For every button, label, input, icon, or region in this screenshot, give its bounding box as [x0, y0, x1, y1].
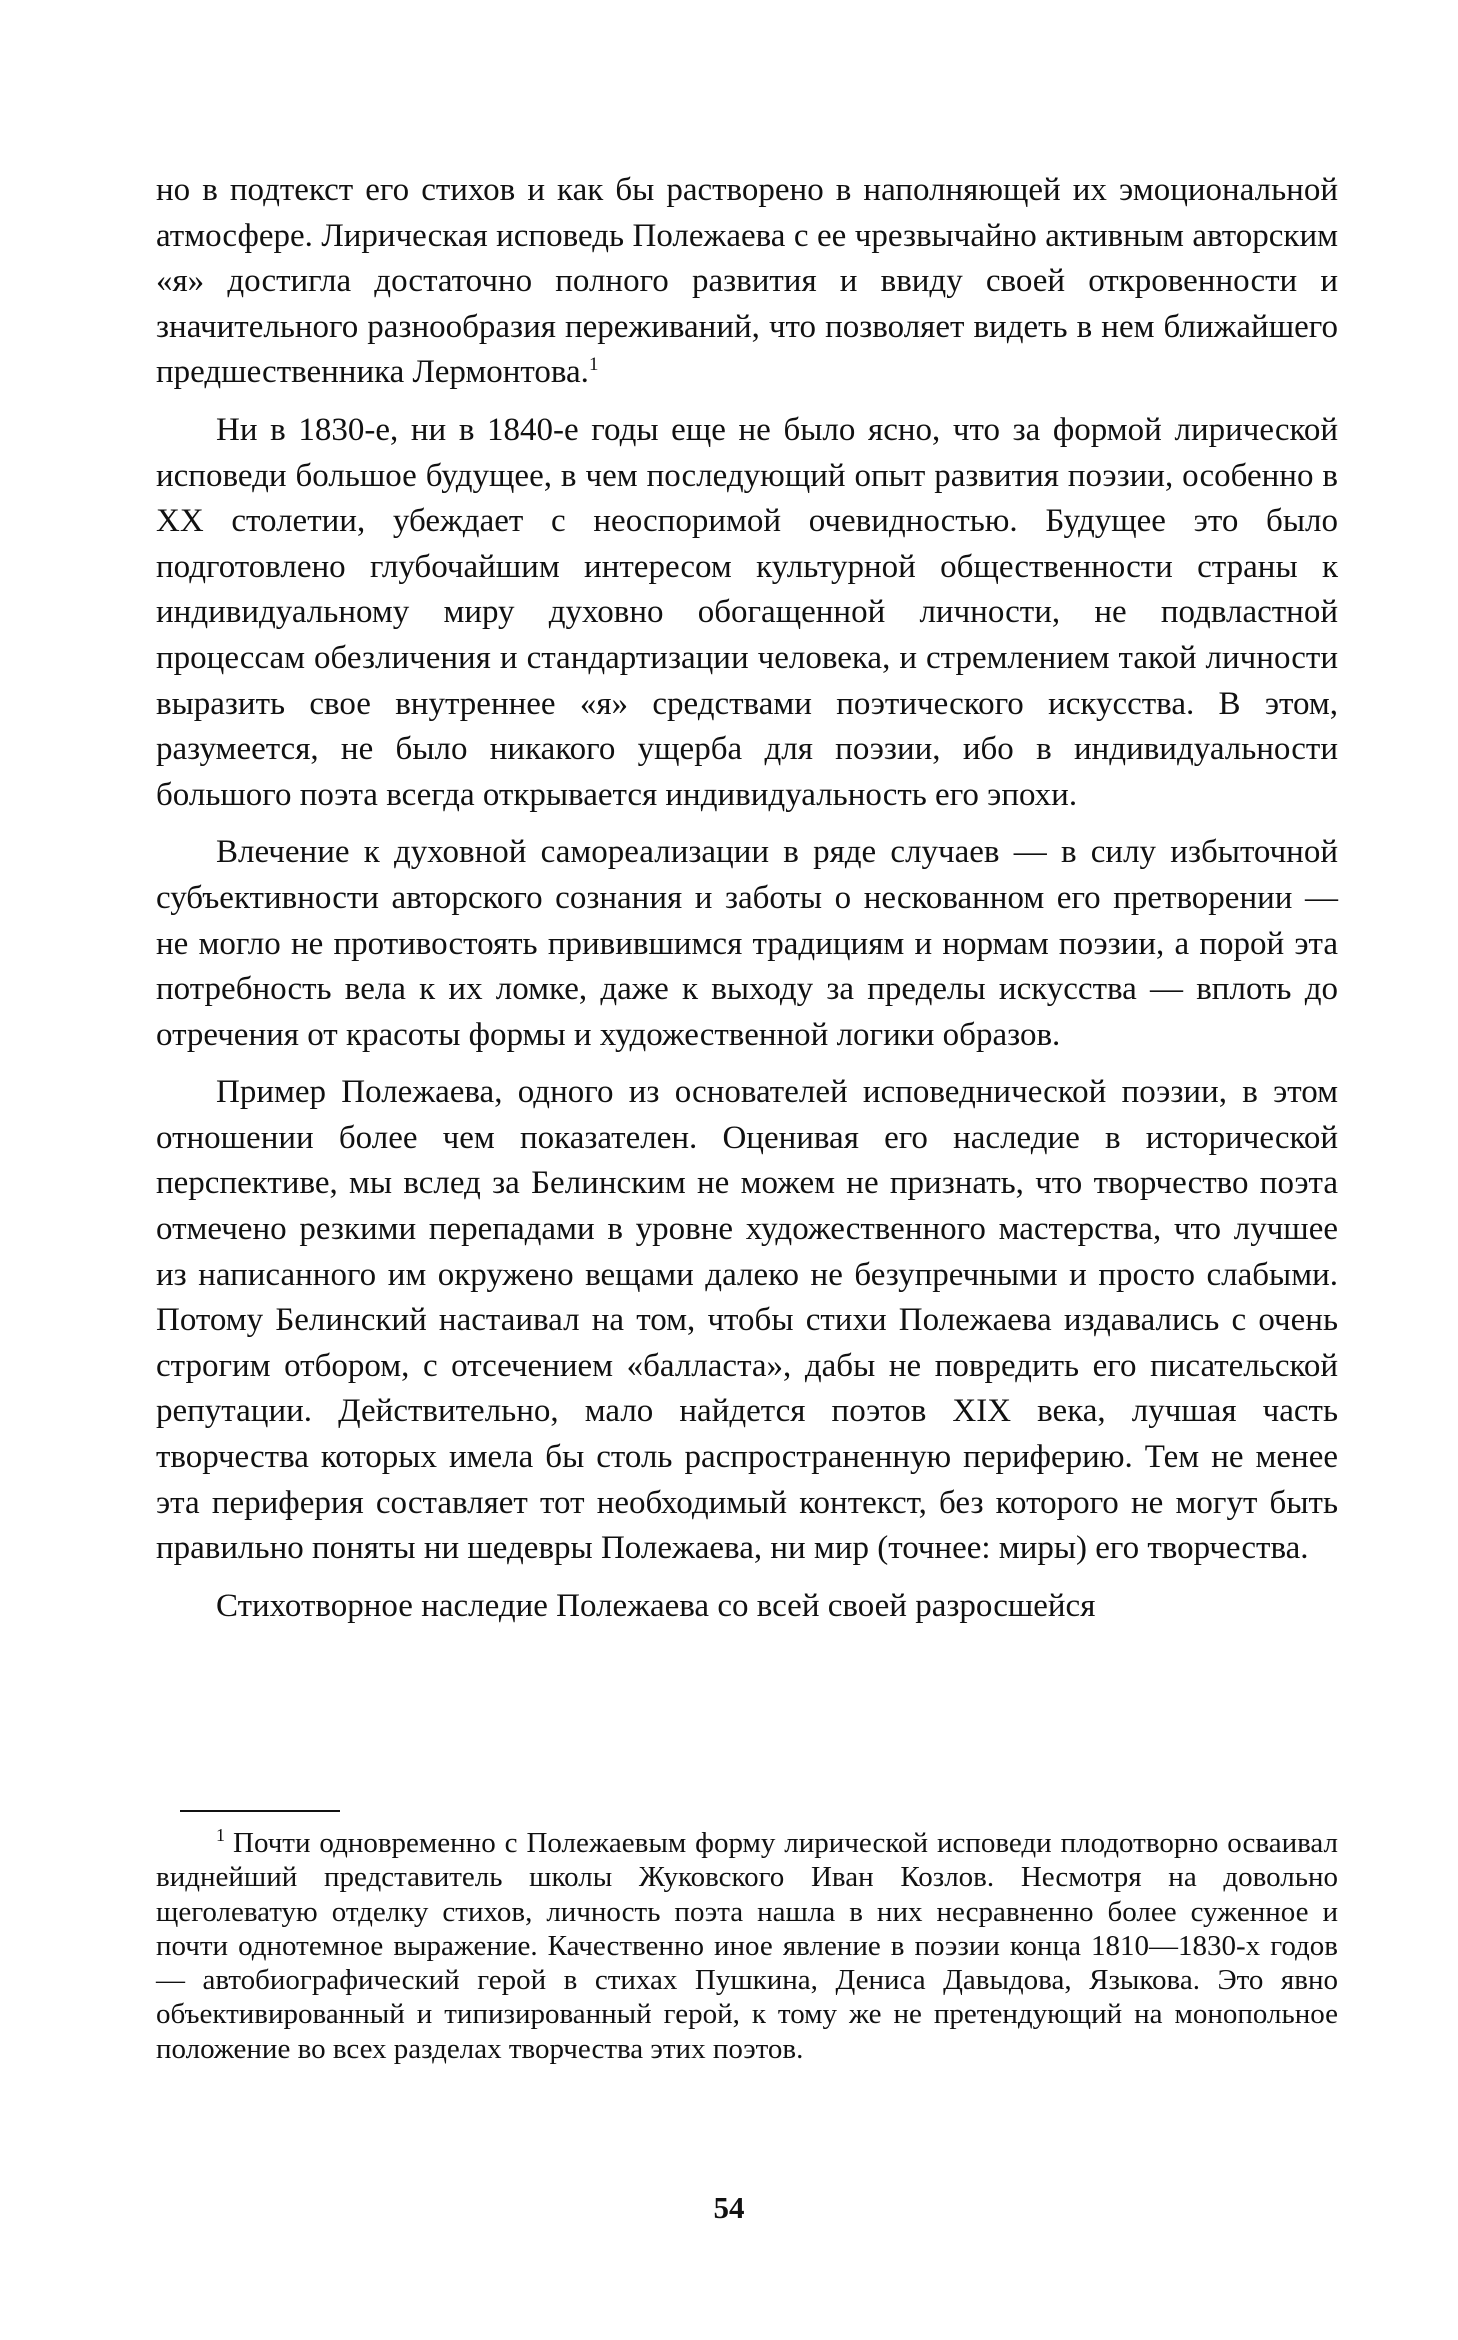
footnote-text: Почти одновременно с Полежаевым форму лирической исповеди плодотворно осваивал виднейший представитель школы Жуковского Иван Козлов. Несмотря на довольно щеголеватую отделку стихов, личность поэта нашла в них несравненно более суженное и почти однотемное выражение. Качественно иное явление в поэзии конца 1810—1830-х годов — автобиографический герой в стихах Пушкина, Дениса Давыдова, Языкова. Это явно объективированный и типизированный герой, к тому же не претендующий на монопольное положение во всех разделах творчества этих поэтов. — [156, 1827, 1338, 2065]
paragraph-4: Пример Полежаева, одного из основателей исповеднической поэзии, в этом отношении более чем показателен. Оценивая его наследие в исторической перспективе, мы вслед за Белинским не можем не признать, что творчество поэта отмечено резкими перепадами в уровне художественного мастерства, что лучшее из написанного им окружено вещами далеко не безупречными и просто слабыми. Потому Белинский настаивал на том, чтобы стихи Полежаева издавались с очень строгим отбором, с отсечением «балласта», дабы не повредить его писательской репутации. Действительно, мало найдется поэтов XIX века, лучшая часть творчества которых имела бы столь распространенную периферию. Тем не менее эта периферия составляет тот необходимый контекст, без которого не могут быть правильно поняты ни шедевры Полежаева, ни мир (точнее: миры) его творчества. — [156, 1074, 1338, 1567]
footnote-mark: 1 — [216, 1825, 225, 1846]
footnote-reference: 1 — [588, 354, 599, 376]
paragraph-1 — [156, 168, 1338, 396]
page-number: 54 — [713, 2190, 745, 2225]
paragraph-2: Ни в 1830-е, ни в 1840-е годы еще не было ясно, что за формой лирической исповеди большое будущее, в чем последующий опыт развития поэзии, особенно в XX столетии, убеждает с неоспоримой очевидностью. Будущее это было подготовлено глубочайшим интересом культурной общественности страны к индивидуальному миру духовно обогащенной личности, не подвластной процессам обезличения и стандартизации человека, и стремлением такой личности выразить свое внутреннее «я» средствами поэтического искусства. В этом, разумеется, не было никакого ущерба для поэзии, ибо в индивидуальности большого поэта всегда открывается индивидуальность его эпохи. — [156, 411, 1338, 813]
paragraph-5: Стихотворное наследие Полежаева со всей своей разросшейся — [216, 1587, 1096, 1624]
footnote-divider — [180, 1810, 340, 1812]
paragraph-1-text: но в подтекст его стихов и как бы растворено в наполняющей их эмоциональной атмосфере. Лирическая исповедь Полежаева с ее чрезвычайно активным авторским «я» достигла достаточно полного развития и ввиду своей откровенности и значительного разнообразия переживаний, что позволяет видеть в нем ближайшего предшественника Лермонтова. — [156, 172, 1338, 391]
main-text — [156, 168, 1338, 1629]
footnote — [156, 1826, 1338, 2066]
paragraph-3: Влечение к духовной самореализации в ряде случаев — в силу избыточной субъективности авторского сознания и заботы о нескованном его претворении — не могло не противостоять привившимся традициям и нормам поэзии, а порой эта потребность вела к их ломке, даже к выходу за пределы искусства — вплоть до отречения от красоты формы и художественной логики образов. — [156, 834, 1338, 1053]
